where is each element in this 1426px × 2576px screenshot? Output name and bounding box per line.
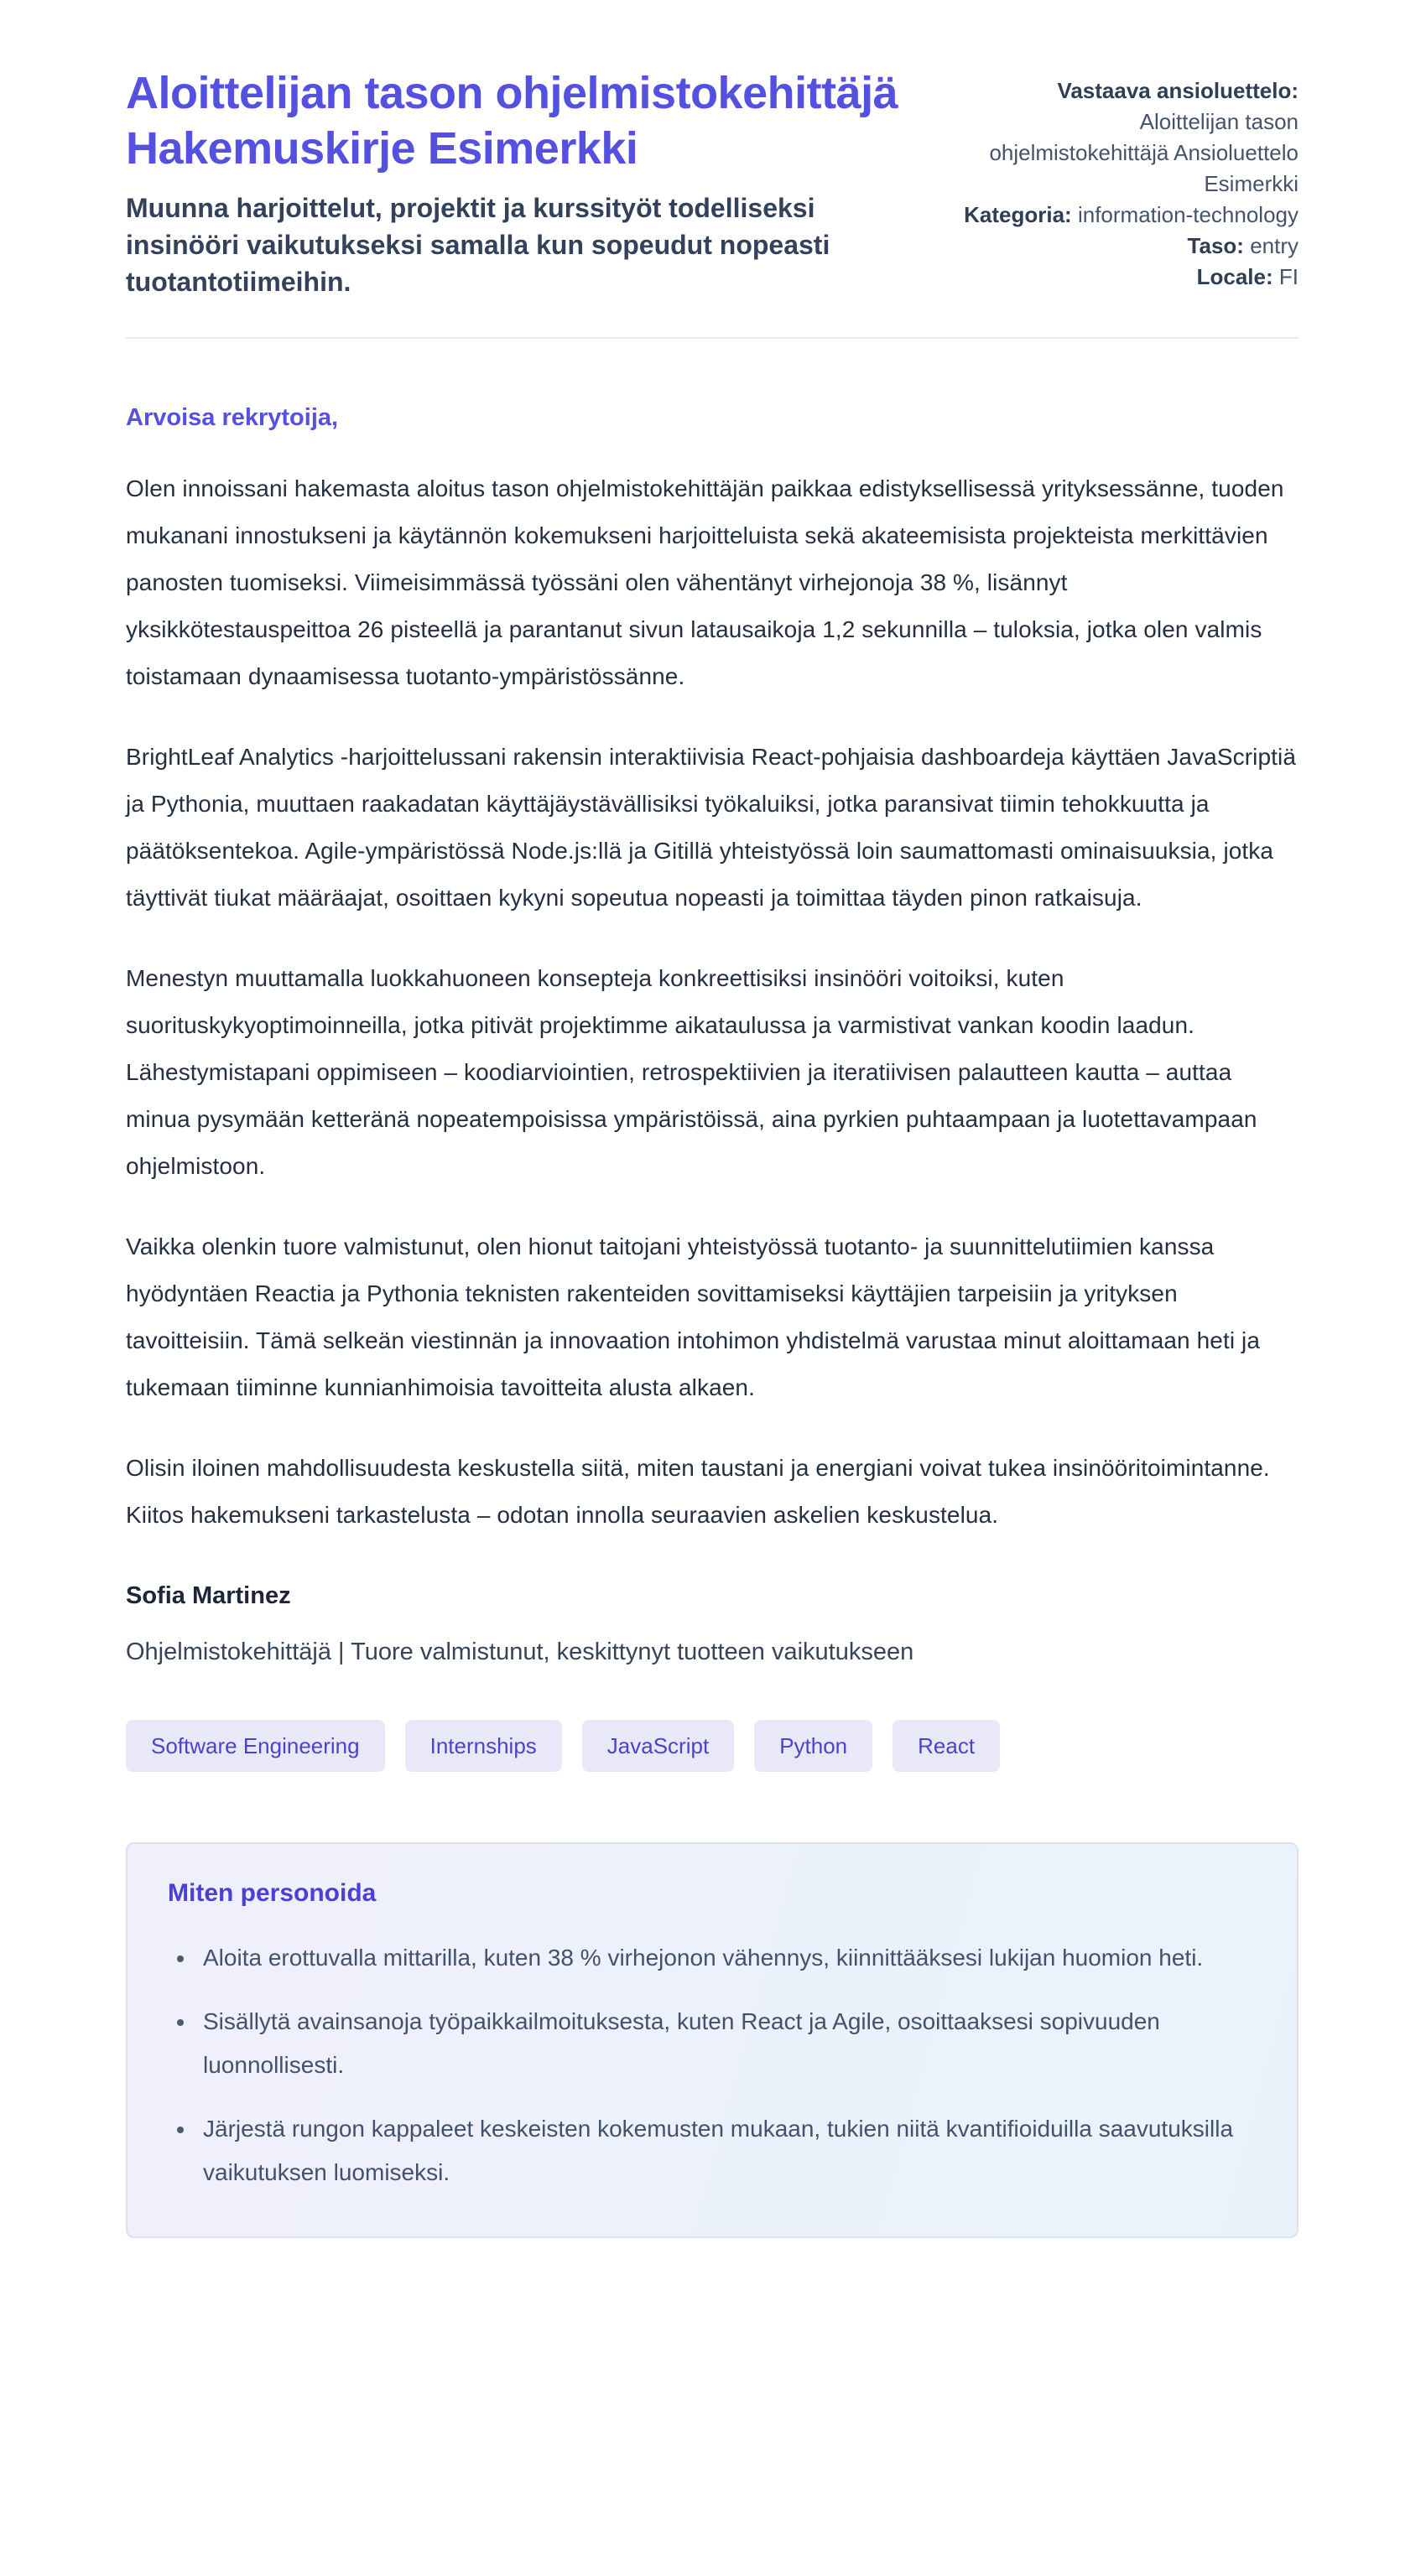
tag-chip-javascript[interactable]: JavaScript — [582, 1720, 734, 1772]
letter-body — [126, 404, 1298, 1670]
page-subtitle: Muunna harjoittelut, projektit ja kurssityöt todelliseksi insinööri vaikutukseksi samalla kun sopeudut nopeasti tuotantotiimeihin. — [126, 193, 830, 297]
tag-chip-react[interactable]: React — [893, 1720, 1000, 1772]
signature-name: Sofia Martinez — [126, 1582, 291, 1609]
meta-label: Kategoria: — [964, 202, 1072, 227]
tips-title: Miten personoida — [168, 1879, 377, 1907]
tag-chip-software-engineering[interactable]: Software Engineering — [126, 1720, 385, 1772]
letter-paragraph-5: Olisin iloinen mahdollisuudesta keskustella siitä, miten taustani ja energiani voivat tukea insinööritoimintanne. Kiitos hakemukseni tarkastelusta – odotan innolla seuraavien askelien keskustelua. — [126, 1455, 1270, 1528]
meta-row-locale — [963, 262, 1298, 293]
letter-paragraph-2: BrightLeaf Analytics -harjoittelussani rakensin interaktiivisia React-pohjaisia dashboardeja käyttäen JavaScriptiä ja Pythonia, muuttaen raakadatan käyttäjäystävällisiksi työkaluiksi, jotka paransivat tiimin tehokkuutta ja päätöksentekoa. Agile-ympäristössä Node.js:llä ja Gitillä yhteistyössä loin saumattomasti ominaisuuksia, jotka täyttivät tiukat määräajat, osoittaen kykyni sopeutua nopeasti ja toimittaa täyden pinon ratkaisuja. — [126, 744, 1297, 911]
letter-greeting: Arvoisa rekrytoija, — [126, 404, 339, 431]
letter-paragraph-4: Vaikka olenkin tuore valmistunut, olen hionut taitojani yhteistyössä tuotanto- ja suunnittelutiimien kanssa hyödyntäen Reactia ja Pythonia teknisten rakenteiden sovittamiseksi käyttäjien tarpeisiin ja yrityksen tavoitteisiin. Tämä selkeän viestinnän ja innovaation intohimon yhdistelmä varustaa minut aloittamaan heti ja tukemaan tiiminne kunnianhimoisia tavoitteita alusta alkaen. — [126, 1233, 1261, 1400]
tip-item-2: • Sisällytä avainsanoja työpaikkailmoituksesta, kuten React ja Agile, osoittaaksesi sopivuuden luonnollisesti. — [196, 2000, 1257, 2087]
tips-list — [168, 1936, 1257, 2194]
signature-role: Ohjelmistokehittäjä | Tuore valmistunut, keskittynyt tuotteen vaikutukseen — [126, 1639, 914, 1665]
tag-chip-internships[interactable]: Internships — [405, 1720, 562, 1772]
letter-paragraph-3: Menestyn muuttamalla luokkahuoneen konsepteja konkreettisiksi insinööri voitoiksi, kuten suorituskykyoptimoinneilla, jotka pitivät projektimme aikataulussa ja varmistivat vankan koodin laadun. Lähestymistapani oppimiseen – koodiarviointien, retrospektiivien ja iteratiivisen palautteen kautta – auttaa minua pysymään ketteränä nopeatempoisissa ympäristöissä, aina pyrkien puhtaampaan ja luotettavampaan ohjelmistoon. — [126, 965, 1257, 1179]
meta-label: Locale: — [1196, 264, 1273, 289]
meta-value: information-technology — [1077, 202, 1298, 227]
header-main — [126, 65, 923, 300]
meta-row-category — [963, 200, 1298, 231]
meta-value: Aloittelijan tason ohjelmistokehittäjä Ansioluettelo Esimerkki — [989, 109, 1298, 196]
tag-list — [126, 1720, 1298, 1772]
header-divider — [126, 337, 1298, 339]
letter-paragraph-1: Olen innoissani hakemasta aloitus tason ohjelmistokehittäjän paikkaa edistyksellisessä yrityksessänne, tuoden mukanani innostukseni ja käytännön kokemukseni harjoitteluista sekä akateemisista projekteista merkittävien panosten tuomiseksi. Viimeisimmässä työssäni olen vähentänyt virhejonoja 38 %, lisännyt yksikkötestauspeittoa 26 pisteellä ja parantanut sivun latausaikoja 1,2 sekunnilla – tuloksia, jotka olen valmis toistamaan dynaamisessa tuotanto-ympäristössänne. — [126, 475, 1284, 689]
letter-header — [126, 65, 1298, 300]
meta-row-matching-resume — [963, 75, 1298, 200]
meta-value: entry — [1250, 233, 1298, 258]
tips-box — [126, 1842, 1298, 2238]
page-root — [126, 0, 1298, 2238]
meta-row-level — [963, 231, 1298, 262]
meta-label: Vastaava ansioluettelo: — [1057, 78, 1298, 103]
tag-chip-python[interactable]: Python — [754, 1720, 872, 1772]
meta-label: Taso: — [1187, 233, 1244, 258]
meta-block — [963, 65, 1298, 293]
meta-value: FI — [1278, 264, 1298, 289]
tip-item-3: • Järjestä rungon kappaleet keskeisten kokemusten mukaan, tukien niitä kvantifioiduilla saavutuksilla vaikutuksen luomiseksi. — [196, 2107, 1257, 2194]
page-title: Aloittelijan tason ohjelmistokehittäjä Hakemuskirje Esimerkki — [126, 68, 898, 174]
tip-item-1: • Aloita erottuvalla mittarilla, kuten 38 % virhejonon vähennys, kiinnittääksesi lukijan huomion heti. — [196, 1936, 1257, 1980]
